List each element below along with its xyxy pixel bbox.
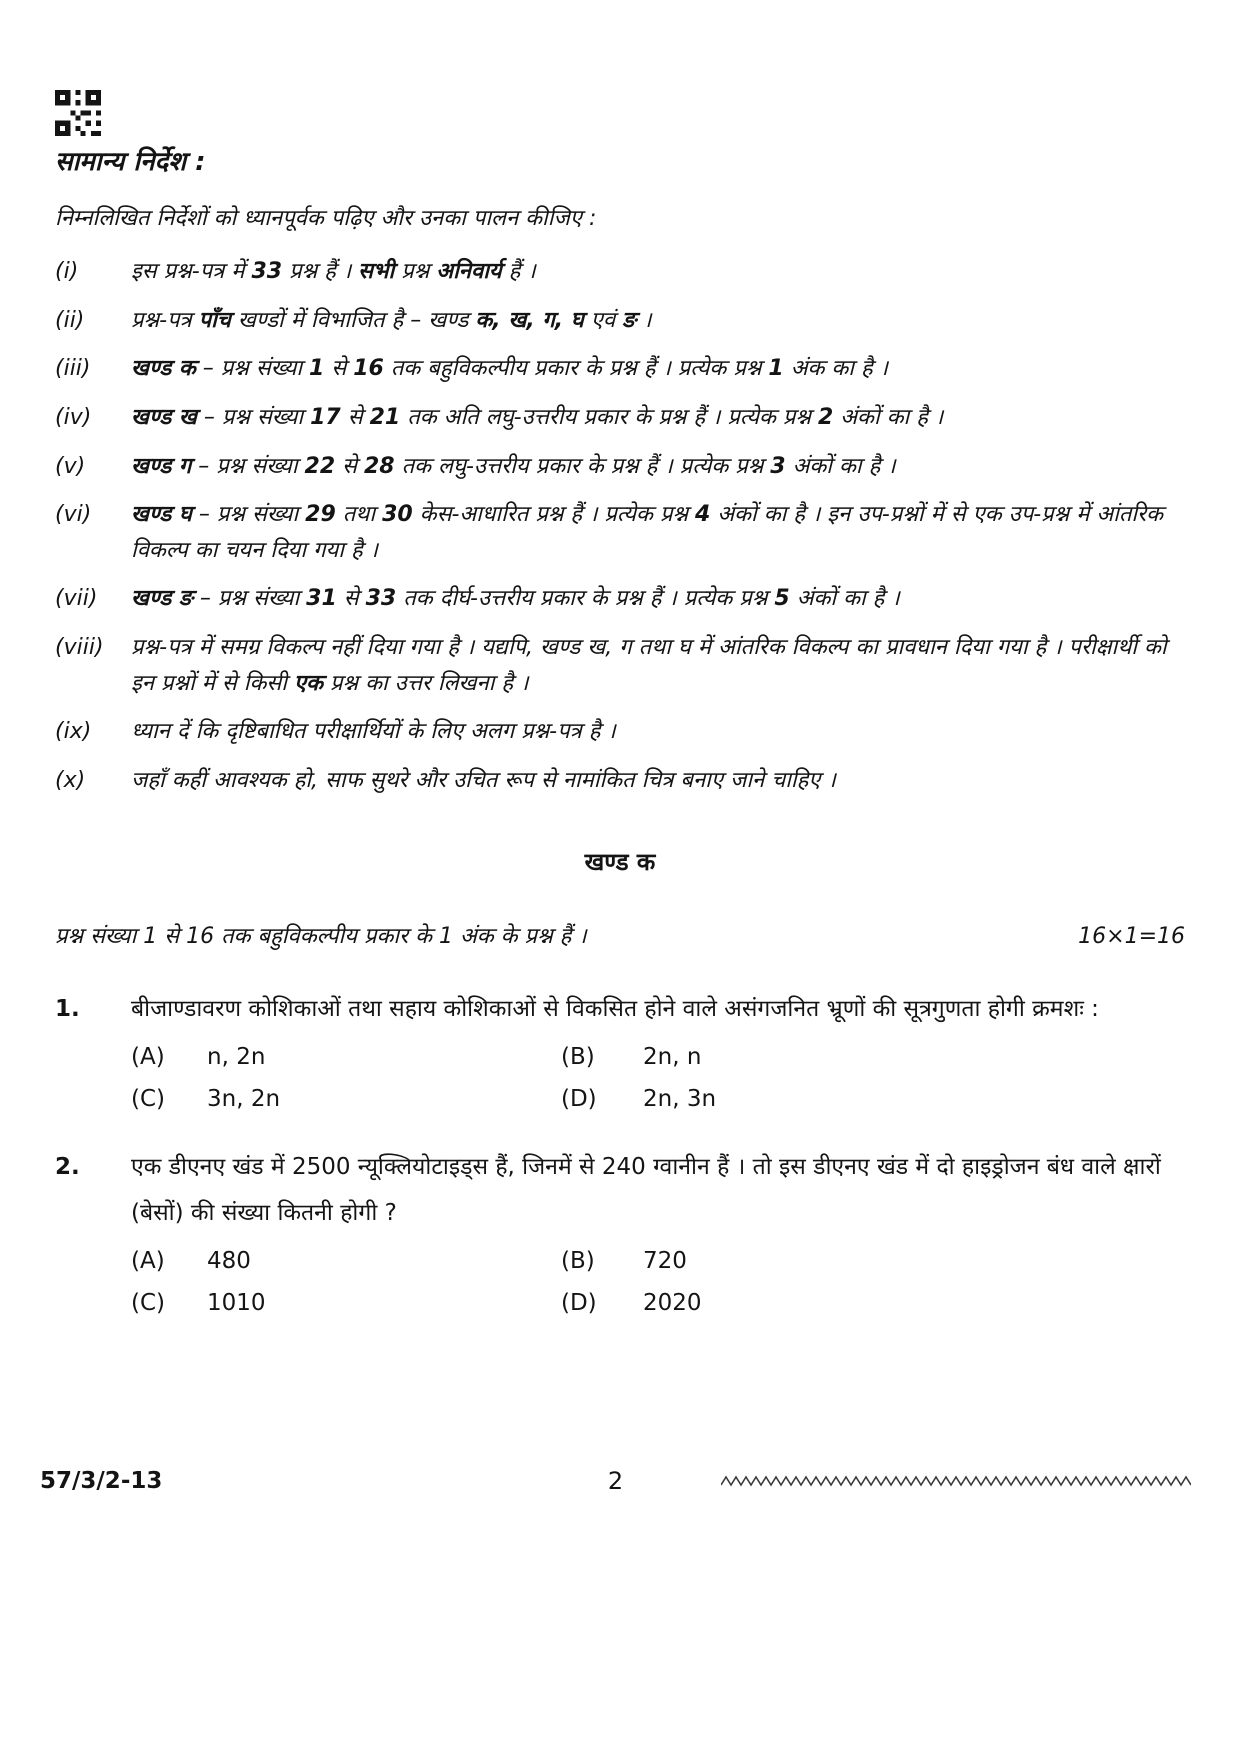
options-grid — [131, 1044, 1185, 1112]
paper-code: 57/3/2-13 — [40, 1468, 163, 1494]
instruction-item — [55, 449, 1185, 485]
option-label: (A) — [131, 1247, 165, 1274]
instruction-text: खण्ड घ – प्रश्न संख्या 29 तथा 30 केस-आधारित प्रश्न हैं । प्रत्येक प्रश्न 4 अंकों का है । इन उप-प्रश्नों में से एक उप-प्रश्न में आंतरिक विकल्प का चयन दिया गया है । — [131, 502, 1163, 563]
instruction-text: प्रश्न-पत्र पाँच खण्डों में विभाजित है – खण्ड क, ख, ग, घ एवं ङ । — [131, 307, 652, 333]
option-label: (D) — [561, 1289, 597, 1316]
option-value: 2n, n — [643, 1043, 702, 1070]
instruction-number: (vi) — [55, 502, 92, 528]
option-value: 1010 — [207, 1289, 266, 1316]
question-text: बीजाण्डावरण कोशिकाओं तथा सहाय कोशिकाओं से विकसित होने वाले असंगजनित भ्रूणों की सूत्रगुणता होगी क्रमशः : — [131, 995, 1099, 1022]
instruction-item — [55, 254, 1185, 290]
option-value: 3n, 2n — [207, 1085, 281, 1112]
option-label: (D) — [561, 1085, 597, 1112]
instruction-number: (vii) — [55, 586, 98, 612]
option-value: n, 2n — [207, 1043, 266, 1070]
instruction-text: खण्ड ख – प्रश्न संख्या 17 से 21 तक अति लघु-उत्तरीय प्रकार के प्रश्न हैं । प्रत्येक प्रश्न 2 अंकों का है । — [131, 404, 944, 430]
instructions-list — [55, 254, 1185, 799]
section-heading: खण्ड क — [584, 847, 656, 876]
instruction-number: (iv) — [55, 404, 92, 430]
instruction-item — [55, 630, 1185, 701]
question — [55, 986, 1185, 1112]
general-instructions-heading: सामान्य निर्देश : — [55, 147, 206, 177]
instruction-number: (x) — [55, 767, 86, 793]
option-value: 480 — [207, 1247, 251, 1274]
option-value: 2020 — [643, 1289, 702, 1316]
instructions-intro: निम्नलिखित निर्देशों को ध्यानपूर्वक पढ़िए और उनका पालन कीजिए : — [55, 206, 597, 231]
instruction-item — [55, 581, 1185, 617]
instruction-item — [55, 763, 1185, 799]
instruction-number: (ii) — [55, 307, 85, 333]
instruction-item — [55, 497, 1185, 568]
instruction-text: खण्ड ग – प्रश्न संख्या 22 से 28 तक लघु-उत्तरीय प्रकार के प्रश्न हैं । प्रत्येक प्रश्न 3 अंकों का है । — [131, 453, 896, 479]
section-marks: 16×1=16 — [1078, 923, 1185, 949]
instruction-number: (iii) — [55, 356, 91, 382]
option-label: (A) — [131, 1043, 165, 1070]
instruction-number: (viii) — [55, 635, 104, 660]
instruction-number: (i) — [55, 259, 79, 284]
instruction-text: इस प्रश्न-पत्र में 33 प्रश्न हैं । सभी प्रश्न अनिवार्य हैं । — [131, 259, 536, 284]
instruction-text: ध्यान दें कि दृष्टिबाधित परीक्षार्थियों के लिए अलग प्रश्न-पत्र है । — [131, 719, 616, 745]
instruction-number: (ix) — [55, 719, 92, 745]
option-label: (C) — [131, 1289, 166, 1316]
option-label: (B) — [561, 1043, 595, 1070]
option-label: (C) — [131, 1085, 166, 1112]
section-note-row — [55, 920, 1185, 950]
question-number: 1. — [55, 995, 80, 1022]
question — [55, 1144, 1185, 1316]
instruction-text: प्रश्न-पत्र में समग्र विकल्प नहीं दिया गया है । यद्यपि, खण्ड ख, ग तथा घ में आंतरिक विकल्प का प्रावधान दिया गया है । परीक्षार्थी को इन प्रश्नों में से किसी एक प्रश्न का उत्तर लिखना है । — [131, 635, 1167, 696]
instruction-text: खण्ड ङ – प्रश्न संख्या 31 से 33 तक दीर्घ-उत्तरीय प्रकार के प्रश्न हैं । प्रत्येक प्रश्न 5 अंकों का है । — [131, 586, 900, 612]
option-value: 720 — [643, 1247, 687, 1274]
page-number: 2 — [607, 1467, 624, 1495]
instruction-number: (v) — [55, 453, 86, 479]
instruction-text: जहाँ कहीं आवश्यक हो, साफ सुथरे और उचित रूप से नामांकित चित्र बनाए जाने चाहिए । — [131, 767, 836, 793]
question-text: एक डीएनए खंड में 2500 न्यूक्लियोटाइड्स हैं, जिनमें से 240 ग्वानीन हैं । तो इस डीएनए खंड में दो हाइड्रोजन बंध वाले क्षारों (बेसों) की संख्या कितनी होगी ? — [131, 1153, 1161, 1226]
qr-code-icon — [55, 90, 101, 136]
instruction-item — [55, 303, 1185, 339]
instruction-item — [55, 351, 1185, 387]
option-value: 2n, 3n — [643, 1085, 717, 1112]
instruction-text: खण्ड क – प्रश्न संख्या 1 से 16 तक बहुविकल्पीय प्रकार के प्रश्न हैं । प्रत्येक प्रश्न 1 अंक का है । — [131, 356, 888, 382]
questions-list — [55, 986, 1185, 1316]
question-number: 2. — [55, 1153, 80, 1180]
instruction-item — [55, 714, 1185, 750]
zigzag-decoration — [721, 1474, 1191, 1488]
options-grid — [131, 1248, 1185, 1316]
section-note-text: प्रश्न संख्या 1 से 16 तक बहुविकल्पीय प्रकार के 1 अंक के प्रश्न हैं । — [55, 923, 587, 949]
page-footer — [40, 1466, 1191, 1496]
instruction-item — [55, 400, 1185, 436]
option-label: (B) — [561, 1247, 595, 1274]
